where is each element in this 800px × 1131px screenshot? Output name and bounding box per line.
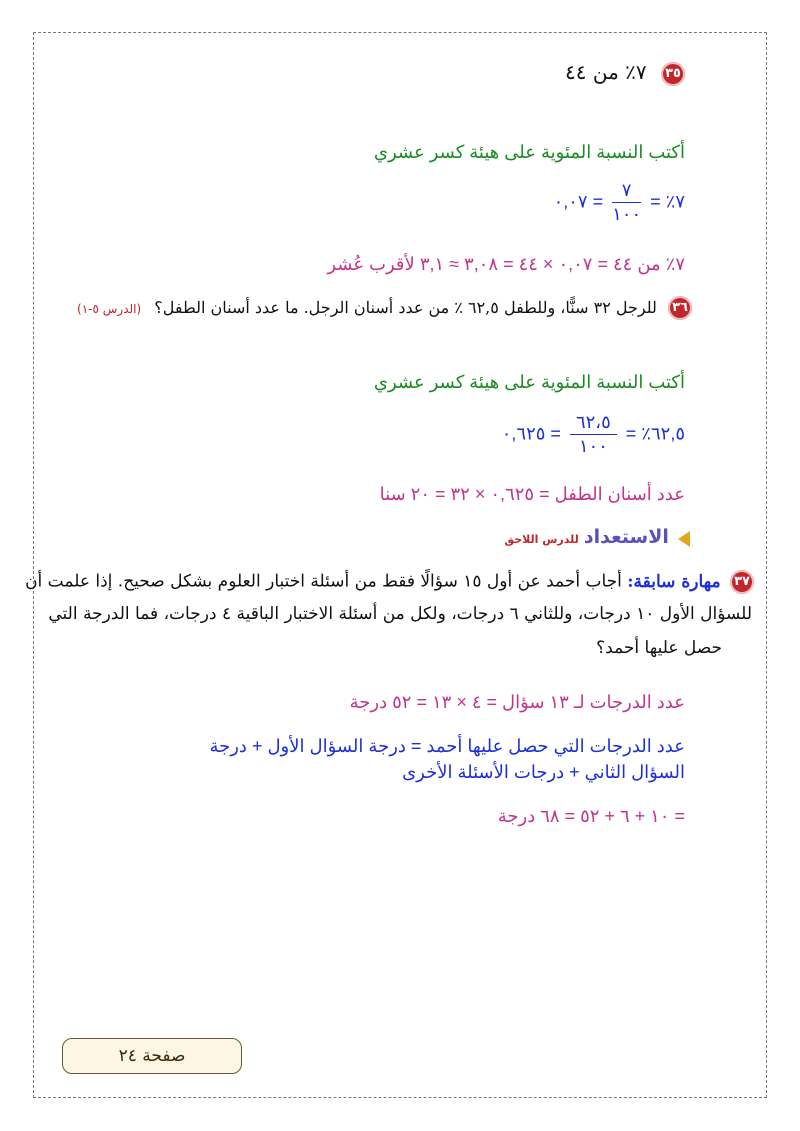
q35-eq-left: ٧٪ = xyxy=(650,191,685,212)
q36-result: عدد أسنان الطفل = ٠,٦٢٥ × ٣٢ = ٢٠ سنا xyxy=(379,484,685,504)
q36-problem: للرجل ٣٢ سنًّا، وللطفل ٦٢,٥ ٪ من عدد أسنان الرجل. ما عدد أسنان الطفل؟ xyxy=(154,297,657,317)
page-number-label: صفحة ٢٤ xyxy=(118,1046,186,1066)
q37-text-line1: أجاب أحمد عن أول ١٥ سؤالًا فقط من أسئلة اختبار العلوم بشكل صحيح. إذا علمت أن xyxy=(25,571,622,592)
q37-answer2b: السؤال الثاني + درجات الأسئلة الأخرى xyxy=(402,762,685,782)
q37-line3: حصل عليها أحمد؟ xyxy=(596,638,722,658)
q36-frac-bot: ١٠٠ xyxy=(578,436,608,456)
q37-answer3: = ١٠ + ٦ + ٥٢ = ٦٨ درجة xyxy=(497,806,685,826)
prep-title: الاستعداد xyxy=(583,526,669,548)
q36-eq-right: = ٠,٦٢٥ xyxy=(501,423,561,444)
arrow-left-icon xyxy=(678,531,690,547)
q37-answer1: عدد الدرجات لـ ١٣ سؤال = ٤ × ١٣ = ٥٢ درجة xyxy=(349,692,685,712)
q37-line2: للسؤال الأول ١٠ درجات، وللثاني ٦ درجات، ولكل من أسئلة الاختبار الباقية ٤ درجات، فما الدرجة التي xyxy=(48,604,752,624)
q36-instruction: أكتب النسبة المئوية على هيئة كسر عشري xyxy=(373,372,685,392)
q35-number-badge: ٣٥ xyxy=(661,62,685,86)
q35-equation xyxy=(554,180,685,225)
q35-header xyxy=(565,60,685,86)
q35-frac-bot: ١٠٠ xyxy=(612,204,642,224)
q35-eq-right: = ٠,٠٧ xyxy=(553,191,604,212)
q36-eq-left: ٦٢,٥٪ = xyxy=(625,423,685,444)
q35-result: ٧٪ من ٤٤ = ٠,٠٧ × ٤٤ = ٣,٠٨ ≈ ٣,١ لأقرب عُشر xyxy=(327,254,685,274)
q35-frac-top: ٧ xyxy=(612,180,641,203)
prep-heading xyxy=(504,526,690,548)
q36-equation xyxy=(502,412,685,457)
q35-instruction: أكتب النسبة المئوية على هيئة كسر عشري xyxy=(373,142,685,162)
q37-line1 xyxy=(25,570,754,594)
q37-number-badge: ٣٧ xyxy=(730,570,754,594)
q36-header xyxy=(77,296,692,320)
prep-subtitle: للدرس اللاحق xyxy=(504,533,579,546)
q36-frac-top: ٦٢،٥ xyxy=(570,412,617,435)
q35-problem: ٧٪ من ٤٤ xyxy=(565,60,647,84)
q36-number-badge: ٣٦ xyxy=(668,296,692,320)
q36-fraction xyxy=(570,412,617,457)
q35-fraction xyxy=(612,180,641,225)
q37-skill-label: مهارة سابقة: xyxy=(627,571,721,592)
page-number-box xyxy=(62,1038,242,1074)
q37-answer2a: عدد الدرجات التي حصل عليها أحمد = درجة السؤال الأول + درجة xyxy=(209,736,685,756)
q36-lesson-ref: (الدرس ٥-١) xyxy=(77,301,142,316)
